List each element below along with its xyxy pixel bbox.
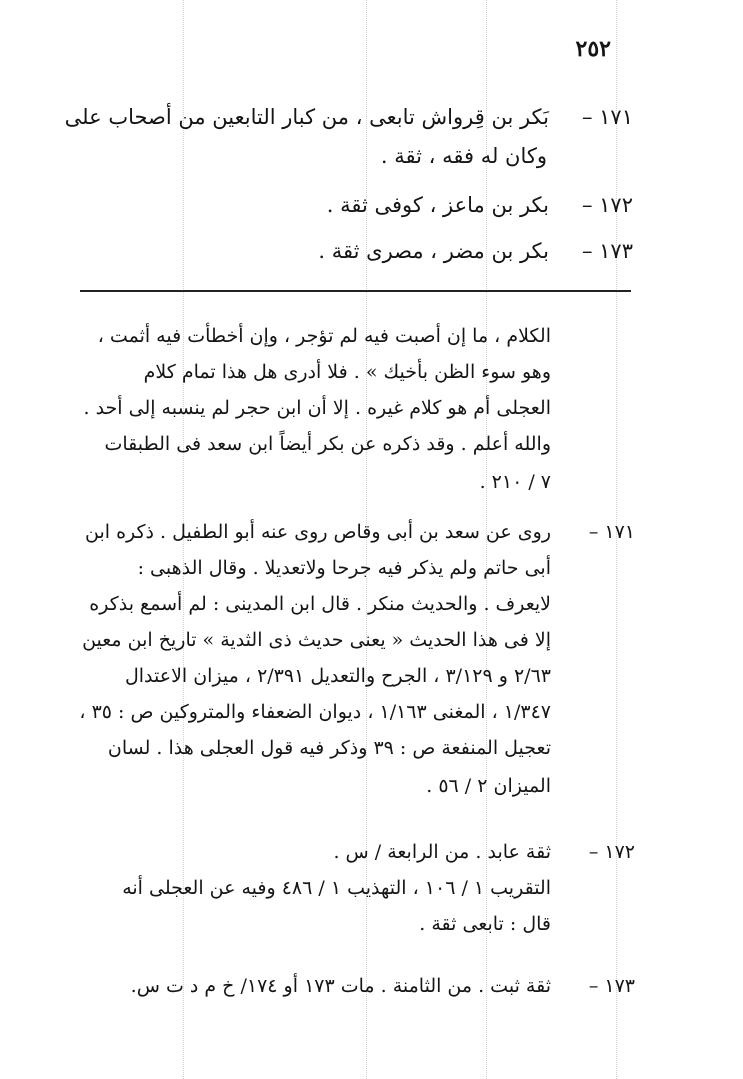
entry-continuation: وكان له فقه ، ثقة .: [380, 144, 547, 168]
footnote-line: أبى حاتم ولم يذكر فيه جرحا ولاتعديلا . وقال الذهبى :: [137, 557, 551, 579]
footnote-line: الميزان ٢ / ٥٦ .: [426, 775, 551, 797]
footnote-line: قال : تابعى ثقة .: [419, 913, 551, 935]
entry-172: [327, 186, 633, 225]
entry-text: بكر بن ماعز ، كوفى ثقة .: [326, 193, 549, 217]
entry-number: ١٧٢ –: [581, 193, 633, 217]
entry-171: [65, 98, 633, 137]
entry-text: بَكر بن قِرواش تابعى ، من كبار التابعين من أصحاب على: [64, 105, 549, 129]
entry-text: بكر بن مضر ، مصرى ثقة .: [318, 239, 549, 263]
entry-number: ١٧٣ –: [581, 239, 633, 263]
footnote-line: وهو سوء الظن بأخيك » . فلا أدرى هل هذا تمام كلام: [143, 361, 551, 383]
footnote-line: العجلى أم هو كلام غيره . إلا أن ابن حجر لم ينسبه إلى أحد .: [83, 397, 551, 419]
entry-number: ١٧١ –: [581, 105, 633, 129]
footnote-line: ثقة عابد . من الرابعة / س .: [333, 841, 551, 863]
footnote-line: التقريب ١ / ١٠٦ ، التهذيب ١ / ٤٨٦ وفيه عن العجلى أنه: [122, 877, 551, 899]
footnote-line: ٧ / ٢١٠ .: [479, 471, 551, 493]
footnote-line: الكلام ، ما إن أصبت فيه لم تؤجر ، وإن أخطأت فيه أثمت ،: [97, 325, 551, 347]
footnote-line: روى عن سعد بن أبى وقاص روى عنه أبو الطفيل . ذكره ابن: [85, 521, 551, 543]
entry-173: [318, 232, 633, 271]
page-number: ٢٥٢: [575, 36, 611, 62]
footnote-line: لايعرف . والحديث منكر . قال ابن المدينى : لم أسمع بذكره: [89, 593, 551, 615]
footnote-line: ٢/٦٣ و ٣/١٢٩ ، الجرح والتعديل ٢/٣٩١ ، ميزان الاعتدال: [124, 665, 551, 687]
footnote-line: إلا فى هذا الحديث « يعنى حديث ذى الثدية » تاريخ ابن معين: [82, 629, 551, 651]
footnote-number: ١٧٣ –: [588, 975, 635, 997]
footnote-line: تعجيل المنفعة ص : ٣٩ وذكر فيه قول العجلى هذا . لسان: [107, 737, 551, 759]
footnote-number: ١٧١ –: [588, 521, 635, 543]
footnote-line: والله أعلم . وقد ذكره عن بكر أيضاً ابن سعد فى الطبقات: [104, 433, 551, 455]
footnote-line: ١/٣٤٧ ، المغنى ١/١٦٣ ، ديوان الضعفاء والمتروكين ص : ٣٥ ،: [79, 701, 551, 723]
footnote-line: ثقة ثبت . من الثامنة . مات ١٧٣ أو ١٧٤/ خ م د ت س.: [130, 975, 551, 997]
footnote-number: ١٧٢ –: [588, 841, 635, 863]
footnote-divider: [80, 290, 631, 292]
